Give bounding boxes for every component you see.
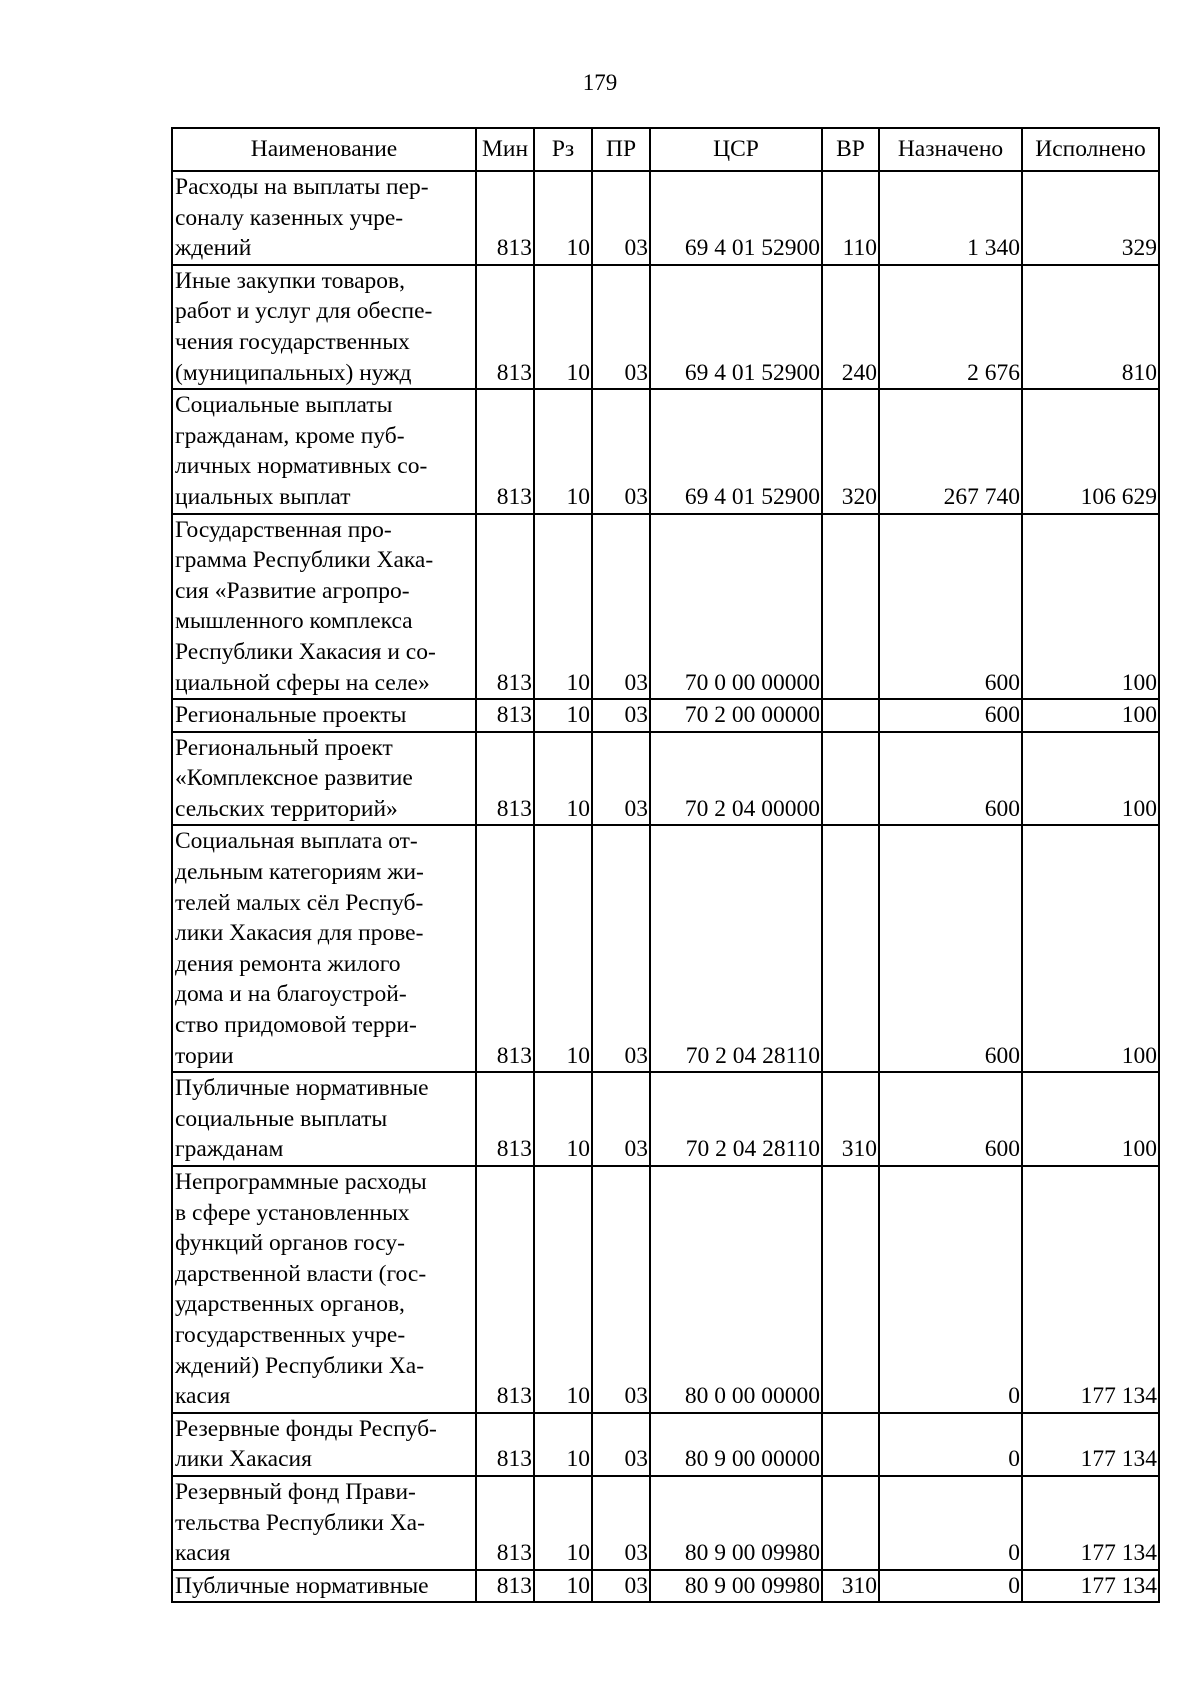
cell-name: Иные закупки товаров, работ и услуг для обеспе- чения государственных (муниципальных) нужд	[172, 265, 476, 389]
cell-assigned: 0	[879, 1476, 1022, 1570]
table-row	[172, 1413, 1159, 1476]
cell-name: Непрограммные расходы в сфере установленных функций органов госу- дарственной власти (гос- ударственных органов, государственных учре- ждений) Республики Ха- касия	[172, 1166, 476, 1413]
cell-vr	[822, 1413, 879, 1476]
cell-rz: 10	[534, 825, 592, 1072]
cell-min: 813	[476, 265, 534, 389]
cell-pr: 03	[592, 1570, 650, 1603]
cell-name: Социальная выплата от- дельным категориям жи- телей малых сёл Респуб- лики Хакасия для прове- дения ремонта жилого дома и на благоустрой- ство придомовой терри- тории	[172, 825, 476, 1072]
cell-min: 813	[476, 1166, 534, 1413]
cell-csr: 69 4 01 52900	[650, 389, 822, 513]
cell-name: Социальные выплаты гражданам, кроме пуб- личных нормативных со- циальных выплат	[172, 389, 476, 513]
cell-name: Региональные проекты	[172, 699, 476, 732]
cell-assigned: 600	[879, 514, 1022, 700]
cell-vr: 110	[822, 171, 879, 265]
cell-executed: 100	[1022, 732, 1159, 826]
table-row	[172, 1570, 1159, 1603]
cell-min: 813	[476, 1072, 534, 1166]
cell-executed: 106 629	[1022, 389, 1159, 513]
cell-csr: 69 4 01 52900	[650, 265, 822, 389]
cell-executed: 100	[1022, 514, 1159, 700]
header-rz: Рз	[534, 128, 592, 171]
cell-min: 813	[476, 514, 534, 700]
table-row	[172, 732, 1159, 826]
cell-vr	[822, 825, 879, 1072]
table-row	[172, 1072, 1159, 1166]
cell-csr: 70 2 04 00000	[650, 732, 822, 826]
cell-rz: 10	[534, 1476, 592, 1570]
cell-executed: 100	[1022, 699, 1159, 732]
cell-name: Государственная про- грамма Республики Хака- сия «Развитие агропро- мышленного комплекса Республики Хакасия и со- циальной сферы на селе»	[172, 514, 476, 700]
cell-rz: 10	[534, 699, 592, 732]
cell-executed: 177 134	[1022, 1476, 1159, 1570]
cell-assigned: 0	[879, 1166, 1022, 1413]
page-number: 179	[582, 70, 618, 95]
cell-assigned: 600	[879, 732, 1022, 826]
table-body	[172, 171, 1159, 1602]
cell-executed: 810	[1022, 265, 1159, 389]
cell-vr	[822, 514, 879, 700]
cell-assigned: 600	[879, 1072, 1022, 1166]
cell-name: Публичные нормативные социальные выплаты гражданам	[172, 1072, 476, 1166]
cell-vr: 320	[822, 389, 879, 513]
header-row	[172, 128, 1159, 171]
cell-min: 813	[476, 825, 534, 1072]
cell-min: 813	[476, 732, 534, 826]
cell-pr: 03	[592, 514, 650, 700]
cell-csr: 70 2 04 28110	[650, 1072, 822, 1166]
cell-csr: 70 2 00 00000	[650, 699, 822, 732]
cell-pr: 03	[592, 699, 650, 732]
cell-name: Публичные нормативные	[172, 1570, 476, 1603]
table-row	[172, 1476, 1159, 1570]
cell-csr: 70 0 00 00000	[650, 514, 822, 700]
cell-executed: 177 134	[1022, 1166, 1159, 1413]
cell-pr: 03	[592, 825, 650, 1072]
cell-pr: 03	[592, 265, 650, 389]
cell-name: Резервный фонд Прави- тельства Республики Ха- касия	[172, 1476, 476, 1570]
table-row	[172, 171, 1159, 265]
cell-pr: 03	[592, 1166, 650, 1413]
cell-min: 813	[476, 1570, 534, 1603]
cell-rz: 10	[534, 732, 592, 826]
cell-name: Резервные фонды Респуб- лики Хакасия	[172, 1413, 476, 1476]
table-row	[172, 265, 1159, 389]
header-pr: ПР	[592, 128, 650, 171]
header-assigned: Назначено	[879, 128, 1022, 171]
cell-csr: 80 9 00 09980	[650, 1570, 822, 1603]
cell-rz: 10	[534, 171, 592, 265]
cell-pr: 03	[592, 389, 650, 513]
header-executed: Исполнено	[1022, 128, 1159, 171]
cell-executed: 100	[1022, 1072, 1159, 1166]
table-row	[172, 389, 1159, 513]
table-row	[172, 825, 1159, 1072]
cell-min: 813	[476, 389, 534, 513]
cell-csr: 70 2 04 28110	[650, 825, 822, 1072]
cell-pr: 03	[592, 1476, 650, 1570]
cell-assigned: 0	[879, 1570, 1022, 1603]
table-row	[172, 699, 1159, 732]
cell-pr: 03	[592, 1413, 650, 1476]
cell-csr: 80 9 00 00000	[650, 1413, 822, 1476]
table-header	[172, 128, 1159, 171]
cell-assigned: 0	[879, 1413, 1022, 1476]
header-name: Наименование	[172, 128, 476, 171]
cell-assigned: 267 740	[879, 389, 1022, 513]
cell-rz: 10	[534, 265, 592, 389]
cell-pr: 03	[592, 1072, 650, 1166]
budget-table	[171, 127, 1160, 1603]
cell-name: Региональный проект «Комплексное развитие сельских территорий»	[172, 732, 476, 826]
cell-min: 813	[476, 171, 534, 265]
cell-rz: 10	[534, 1072, 592, 1166]
table-row	[172, 514, 1159, 700]
cell-rz: 10	[534, 1570, 592, 1603]
cell-pr: 03	[592, 171, 650, 265]
cell-rz: 10	[534, 1413, 592, 1476]
cell-vr: 310	[822, 1570, 879, 1603]
cell-vr	[822, 1166, 879, 1413]
cell-assigned: 1 340	[879, 171, 1022, 265]
header-min: Мин	[476, 128, 534, 171]
cell-rz: 10	[534, 389, 592, 513]
cell-assigned: 600	[879, 825, 1022, 1072]
cell-vr: 240	[822, 265, 879, 389]
header-vr: ВР	[822, 128, 879, 171]
cell-csr: 80 9 00 09980	[650, 1476, 822, 1570]
cell-rz: 10	[534, 514, 592, 700]
cell-rz: 10	[534, 1166, 592, 1413]
cell-executed: 177 134	[1022, 1570, 1159, 1603]
cell-executed: 177 134	[1022, 1413, 1159, 1476]
cell-vr	[822, 1476, 879, 1570]
cell-vr: 310	[822, 1072, 879, 1166]
cell-executed: 329	[1022, 171, 1159, 265]
cell-assigned: 600	[879, 699, 1022, 732]
table-row	[172, 1166, 1159, 1413]
cell-pr: 03	[592, 732, 650, 826]
cell-vr	[822, 699, 879, 732]
cell-executed: 100	[1022, 825, 1159, 1072]
cell-min: 813	[476, 699, 534, 732]
cell-min: 813	[476, 1476, 534, 1570]
cell-csr: 69 4 01 52900	[650, 171, 822, 265]
cell-min: 813	[476, 1413, 534, 1476]
header-csr: ЦСР	[650, 128, 822, 171]
cell-vr	[822, 732, 879, 826]
cell-csr: 80 0 00 00000	[650, 1166, 822, 1413]
cell-assigned: 2 676	[879, 265, 1022, 389]
cell-name: Расходы на выплаты пер- соналу казенных учре- ждений	[172, 171, 476, 265]
